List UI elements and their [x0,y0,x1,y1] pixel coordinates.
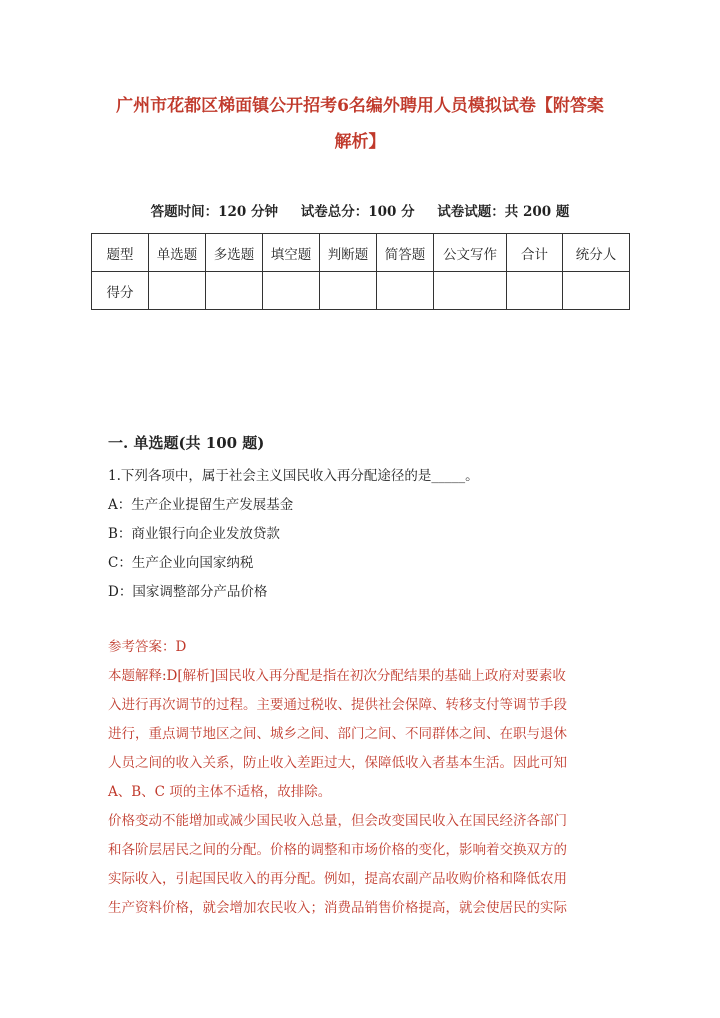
exam-question-count: 试卷试题：共 200 题 [437,204,570,220]
score-cell [507,272,563,310]
option-a: A：生产企业提留生产发展基金 [108,497,294,513]
question-stem: 1.下列各项中，属于社会主义国民收入再分配途径的是_____。 [108,468,479,484]
reference-answer: 参考答案：D [108,639,187,655]
score-cell [149,272,206,310]
document-title [100,88,620,160]
answer-block [108,633,604,923]
header-cell: 合计 [507,234,563,272]
option-b: B：商业银行向企业发放贷款 [108,526,280,542]
header-cell: 简答题 [377,234,434,272]
header-cell: 题型 [92,234,149,272]
score-table-header-row [92,234,630,272]
title-line-1: 广州市花都区梯面镇公开招考6名编外聘用人员模拟试卷【附答案 [116,96,604,116]
score-cell [563,272,630,310]
score-cell [263,272,320,310]
explanation-line: 实际收入，引起国民收入的再分配。例如，提高农副产品收购价格和降低农用 [108,871,567,887]
option-c: C：生产企业向国家纳税 [108,555,254,571]
explanation-line: 生产资料价格，就会增加农民收入；消费品销售价格提高，就会使居民的实际 [108,900,567,916]
section-heading: 一. 单选题(共 100 题) [108,434,265,452]
score-table [91,233,630,310]
title-line-2: 解析】 [334,132,386,152]
question-block [108,462,479,607]
header-cell: 判断题 [320,234,377,272]
explanation-line: 本题解释:D[解析]国民收入再分配是指在初次分配结果的基础上政府对要素收 [108,668,566,684]
explanation-line: 价格变动不能增加或减少国民收入总量，但会改变国民收入在国民经济各部门 [108,813,567,829]
explanation-line: 人员之间的收入关系，防止收入差距过大，保障低收入者基本生活。因此可知 [108,755,567,771]
score-cell [377,272,434,310]
exam-time: 答题时间：120 分钟 [150,204,278,220]
row-label-cell: 得分 [92,272,149,310]
score-table-score-row [92,272,630,310]
explanation-line: 入进行再次调节的过程。主要通过税收、提供社会保障、转移支付等调节手段 [108,697,567,713]
header-cell: 多选题 [206,234,263,272]
header-cell: 填空题 [263,234,320,272]
header-cell: 统分人 [563,234,630,272]
score-cell [434,272,507,310]
option-d: D：国家调整部分产品价格 [108,584,268,600]
explanation-line: 和各阶层居民之间的分配。价格的调整和市场价格的变化，影响着交换双方的 [108,842,567,858]
score-cell [320,272,377,310]
score-cell [206,272,263,310]
header-cell: 公文写作 [434,234,507,272]
header-cell: 单选题 [149,234,206,272]
exam-meta [0,200,720,220]
explanation-line: 进行，重点调节地区之间、城乡之间、部门之间、不同群体之间、在职与退休 [108,726,567,742]
exam-total-score: 试卷总分：100 分 [300,204,415,220]
explanation-line: A、B、C 项的主体不适格，故排除。 [108,784,332,800]
